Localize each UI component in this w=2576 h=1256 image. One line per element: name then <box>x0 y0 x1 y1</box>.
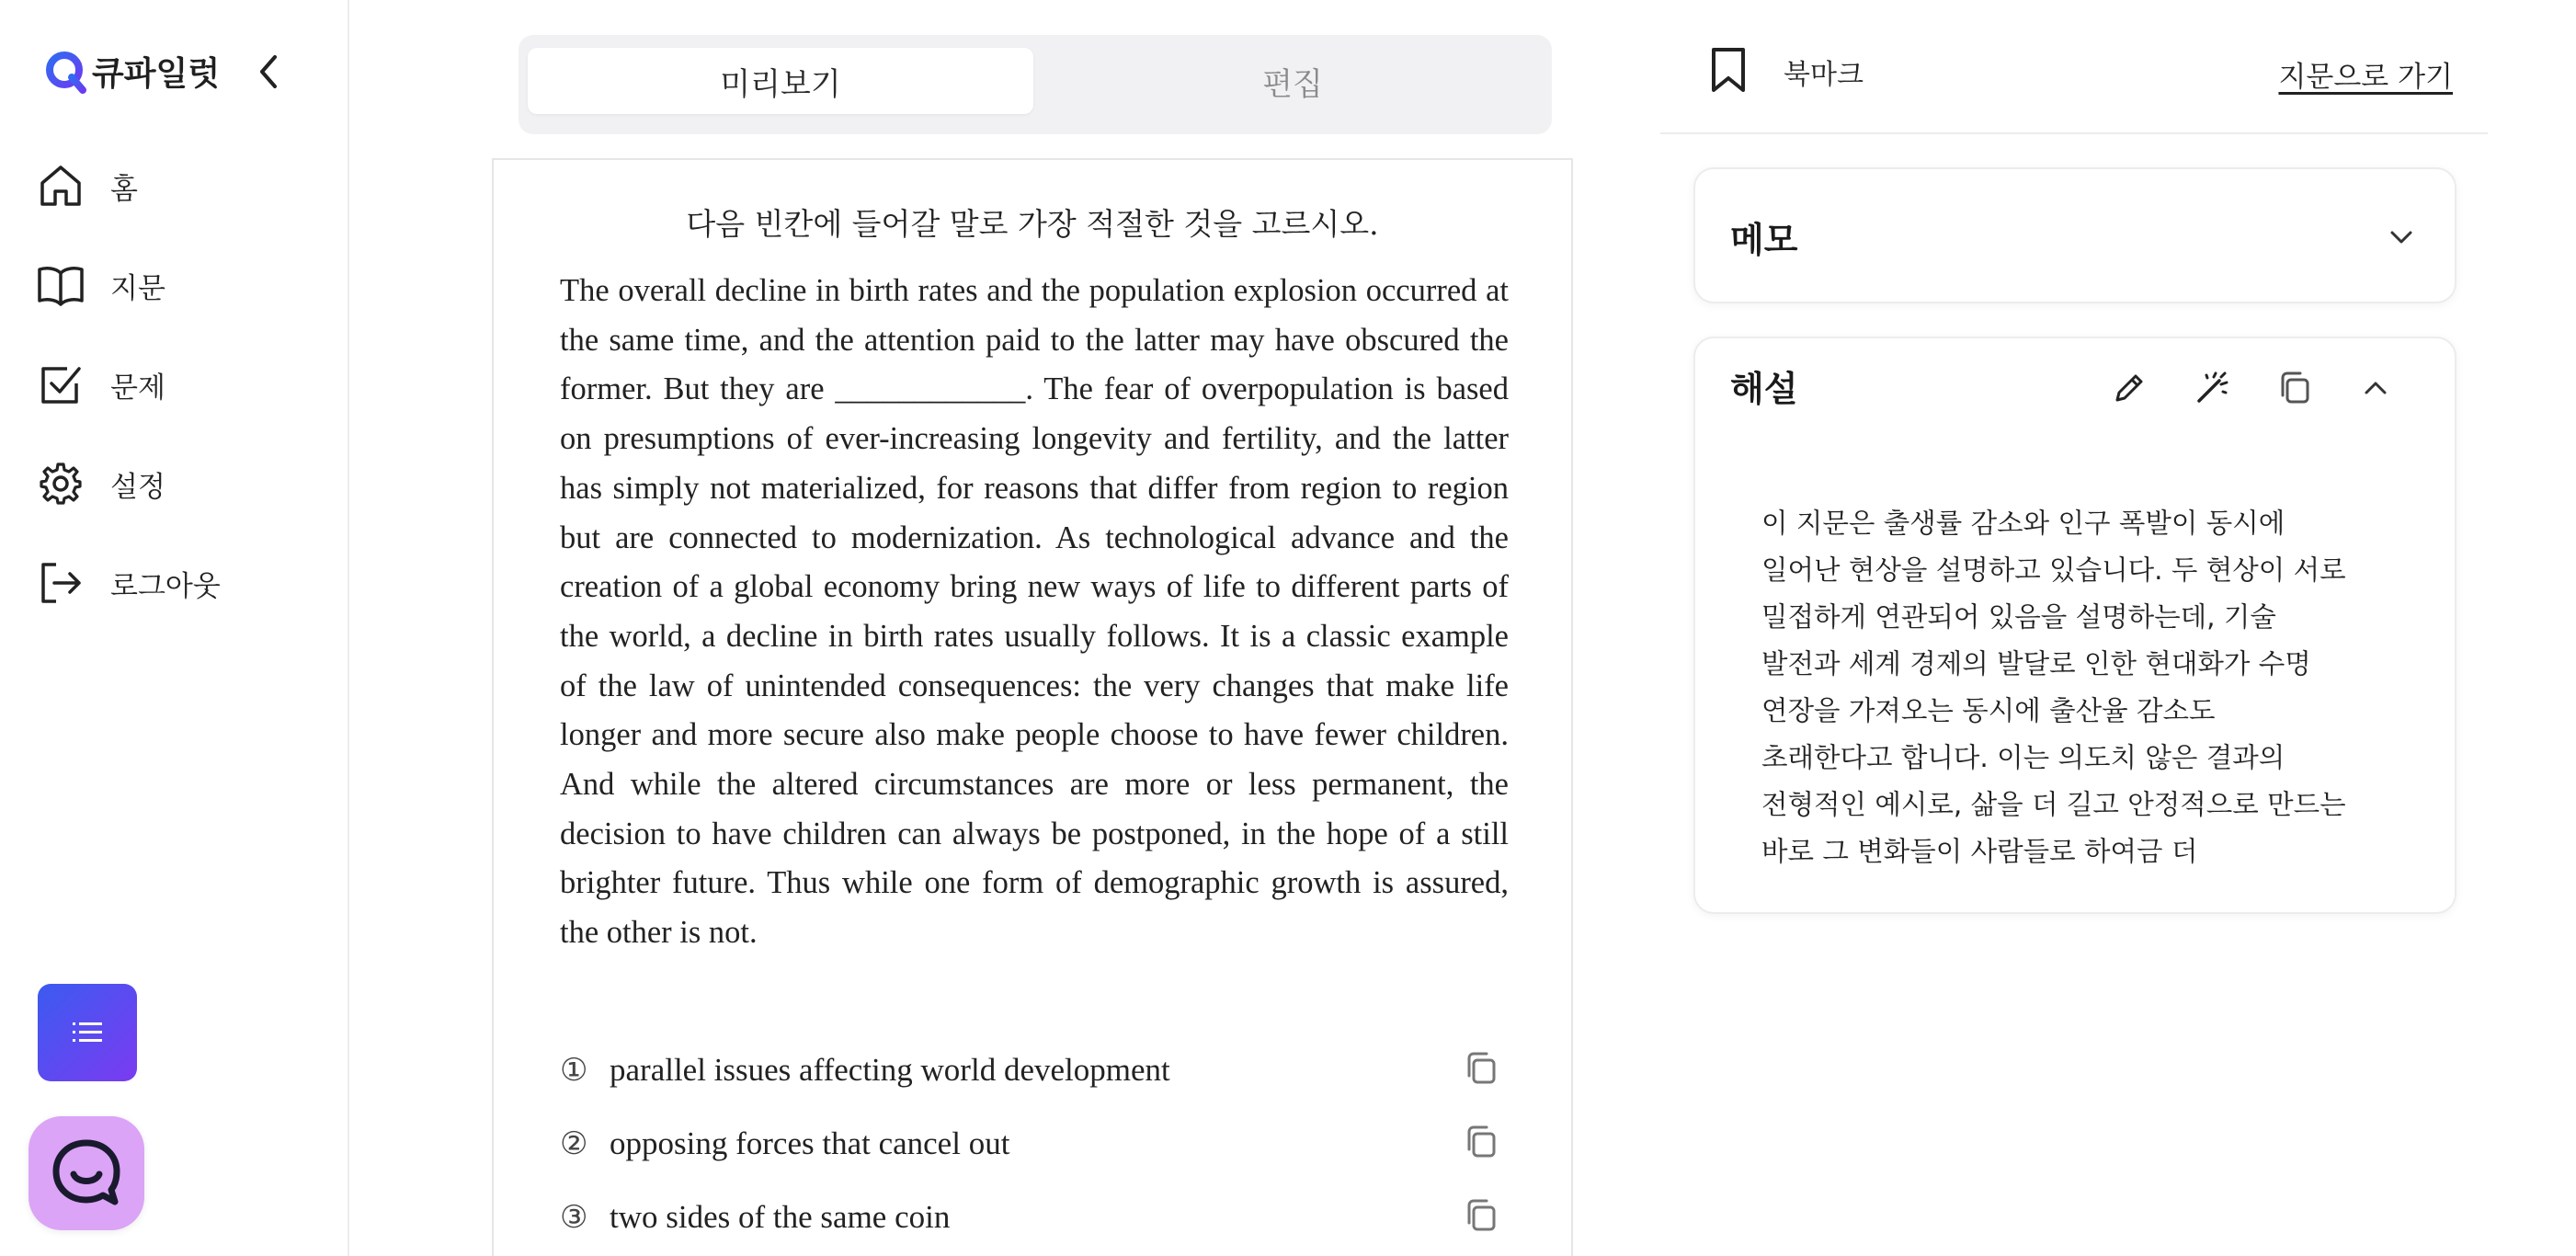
option-text: parallel issues affecting world development <box>610 1052 1170 1088</box>
chat-assistant-button[interactable] <box>28 1116 144 1230</box>
chat-face-icon <box>51 1137 122 1209</box>
go-to-passage-link[interactable]: 지문으로 가기 <box>2278 61 2453 94</box>
edit-pencil-icon[interactable] <box>2107 366 2151 410</box>
checkbox-icon <box>37 360 85 408</box>
book-icon <box>37 261 85 309</box>
solution-text: 이 지문은 출생률 감소와 인구 폭발이 동시에 일어난 현상을 설명하고 있습니다. 두 현상이 서로 밀접하게 연관되어 있음을 설명하는데, 기술 발전과 세계 경제의 발달로 인한 현대화가 수명 연장을 가져오는 동시에 출산율 감소도 초래한다고 합니다. 이는 의도치 않은 결과의 전형적인 예시로, 삶을 더 길고 안정적으로 만드는 바로 그 변화들이 사람들로 하여금 더 <box>1761 508 2346 867</box>
side-panel <box>1660 0 2488 1256</box>
option-number: ① <box>560 1052 588 1089</box>
tab-edit[interactable]: 편집 <box>1262 65 1323 103</box>
sidebar-item-label: 로그아웃 <box>110 569 221 603</box>
sidebar-item-problem[interactable] <box>37 335 331 434</box>
chevron-down-icon[interactable] <box>2381 217 2422 257</box>
question-prompt: 다음 빈칸에 들어갈 말로 가장 적절한 것을 고르시오. <box>686 206 1379 242</box>
sidebar-item-logout[interactable] <box>37 533 331 633</box>
collapse-sidebar-button[interactable] <box>250 51 287 92</box>
list-icon <box>73 1021 102 1045</box>
sidebar <box>0 0 349 1256</box>
solution-title: 해설 <box>1730 369 1798 409</box>
option-text: two sides of the same coin <box>610 1199 951 1235</box>
answer-options <box>560 1033 1534 1254</box>
bookmark-icon[interactable] <box>1708 46 1749 94</box>
sidebar-nav <box>37 136 331 633</box>
sidebar-item-settings[interactable] <box>37 434 331 533</box>
chevron-up-icon[interactable] <box>2354 366 2398 410</box>
copy-icon[interactable] <box>1463 1048 1499 1089</box>
sidebar-item-home[interactable] <box>37 136 331 235</box>
option-number: ③ <box>560 1199 588 1236</box>
home-icon <box>37 162 85 210</box>
chevron-left-icon <box>256 53 280 90</box>
sidebar-item-label: 홈 <box>110 172 138 206</box>
sidebar-item-label: 지문 <box>110 271 165 305</box>
view-mode-tabs <box>519 35 1552 134</box>
answer-option[interactable] <box>560 1107 1534 1181</box>
option-text: opposing forces that cancel out <box>610 1125 1010 1161</box>
copy-icon[interactable] <box>2273 366 2317 410</box>
memo-title: 메모 <box>1730 220 1798 260</box>
answer-option[interactable] <box>560 1181 1534 1254</box>
copy-icon[interactable] <box>1463 1122 1499 1162</box>
logout-icon <box>37 559 85 607</box>
magic-wand-icon[interactable] <box>2190 366 2234 410</box>
brand-name: 큐파일럿 <box>92 55 221 93</box>
sidebar-item-label: 문제 <box>110 371 165 405</box>
solution-card <box>1693 337 2456 914</box>
brand[interactable] <box>44 48 220 95</box>
table-of-contents-button[interactable] <box>38 984 137 1081</box>
passage-text: The overall decline in birth rates and the population explosion occurred at the same time, and the attention paid to the latter may have obscured the former. But they are ____________. The fear of overpopulation is based on presumptions of ever-increasing longevity and fertility, and the latter has simply not materialized, for reasons that differ from region to region but are connected to modernization. As technological advance and the creation of a global economy bring new ways of life to different parts of the world, a decline in birth rates usually follows. It is a classic example of the law of unintended consequences: the very changes that make life longer and more secure also make people choose to have fewer children. And while the altered circumstances are more or less permanent, the decision to have children can always be postponed, in the hope of a still brighter future. Thus while one form of demographic growth is assured, the other is not. <box>560 273 1509 951</box>
document-preview <box>492 158 1573 1256</box>
bookmark-label[interactable]: 북마크 <box>1784 59 1864 91</box>
gear-icon <box>37 460 85 508</box>
answer-option[interactable] <box>560 1033 1534 1107</box>
bookmark-bar <box>1660 0 2488 134</box>
brand-logo-icon <box>44 50 88 94</box>
copy-icon[interactable] <box>1463 1195 1499 1236</box>
option-number: ② <box>560 1125 588 1162</box>
tab-preview[interactable]: 미리보기 <box>528 48 1033 114</box>
sidebar-item-label: 설정 <box>110 470 165 504</box>
sidebar-item-passage[interactable] <box>37 235 331 335</box>
memo-card[interactable] <box>1693 167 2456 303</box>
